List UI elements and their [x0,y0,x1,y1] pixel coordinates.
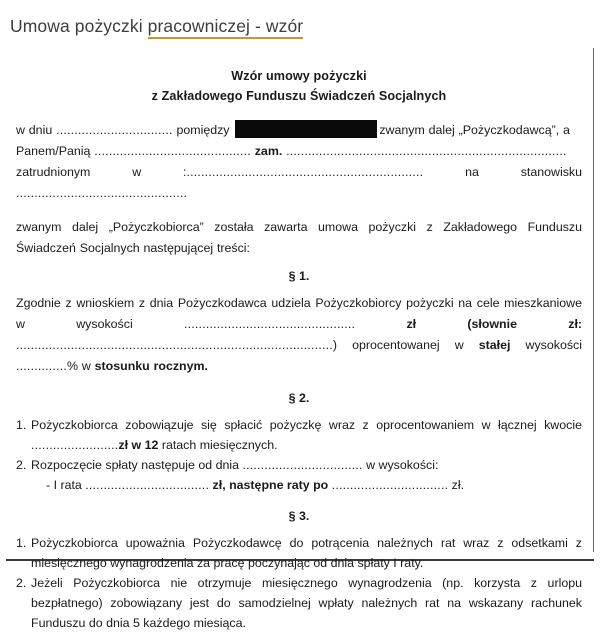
intro-party-line-1 [16,120,582,141]
intro-l3-blank-position: ............................................... [16,186,188,200]
s2i2-sub-a: - I rata [46,478,86,492]
section-heading-1: § 1. [288,269,310,283]
s2i1-blank-total: ........................ [31,438,119,452]
document-title [16,66,582,106]
section-1-body [16,293,582,377]
s2i2-b: w wysokości: [362,458,439,472]
section-3-item-1 [16,533,582,573]
spacer [16,377,582,387]
s1-c: ) oprocentowanej w [332,338,479,352]
section-2-item-1-number: 1. [16,418,27,432]
redaction-block [235,120,377,138]
spacer [16,204,582,217]
page-frame-right-rule [593,48,594,552]
intro-paragraph: zwanym dalej „Pożyczkobiorca” została zawarta umowa pożyczki z Zakładowego Funduszu Świadczeń Socjalnych następującej treści: [16,220,582,255]
section-3-item-1-text: Pożyczkobiorca upoważnia Pożyczkodawcę do potrącenia należnych rat wraz z odsetkami z miesięcznego wynagrodzenia za pracę poczynając od dnia spłaty I raty. [31,536,582,570]
page-title-underlined-part: pracowniczej - wzór [148,16,304,39]
intro-party-line-2 [16,141,582,162]
document-body [16,66,582,633]
s1-a: Zgodnie z wnioskiem z dnia Pożyczkodawca udziela Pożyczkobiorcy pożyczki na cele mieszkaniowe w wysokości [16,296,582,331]
intro-l1-a: w dniu [16,123,57,137]
document-title-line-1: Wzór umowy pożyczki [231,69,367,83]
s1-blank-amount-words: ....................................................................................... [16,338,333,352]
section-2-item-2-subline [16,475,582,495]
page-title-plain-part: Umowa pożyczki [10,16,148,36]
section-3-item-2 [16,573,582,633]
section-3-item-2-text: Jeżeli Pożyczkobiorca nie otrzymuje miesięcznego wynagrodzenia (np. korzysta z urlopu bezpłatnego) zobowiązany jest do samodzielnej wpłaty należnych rat na wskazany rachunek Funduszu do dnia 5 każdego miesiąca. [31,576,582,630]
spacer [16,495,582,505]
s1-e: % w [67,359,95,373]
page-title [10,16,303,37]
s1-b: zł (słownie zł: [355,317,583,331]
s2i2-blank-first-rate: .................................. [85,478,210,492]
section-2-item-1 [16,415,582,455]
s1-d: wysokości [510,338,582,352]
s2i1-b: zł w [118,438,145,452]
section-heading-3: § 3. [288,509,310,523]
s2i1-bold-12: 12 [144,438,159,452]
intro-l3-blank-employer: ................................................................. [186,165,424,179]
s1-bold-stalej: stałej [478,338,511,352]
s2i2-a: Rozpoczęcie spłaty następuje od dnia [31,458,243,472]
s1-blank-amount: ............................................... [183,317,356,331]
section-3-item-2-number: 2. [16,576,27,590]
s1-blank-percent: .............. [16,359,67,373]
intro-party-line-3 [16,162,582,204]
s2i2-sub-c: zł. [448,478,465,492]
section-3-item-1-number: 1. [16,536,27,550]
intro-l3-a: zatrudnionym w : [16,165,187,179]
intro-l1-b: pomiędzy [172,123,234,137]
section-heading-2: § 2. [288,391,310,405]
intro-l2-a: Panem/Panią [16,144,95,158]
s1-bold-stosunku-rocznym: stosunku rocznym. [94,359,208,373]
document-title-line-2: z Zakładowego Funduszu Świadczeń Socjalnych [151,89,447,103]
section-2-item-2 [16,455,582,475]
s2i1-c: ratach miesięcznych. [158,438,278,452]
s2i2-blank-next-rates: ................................ [331,478,449,492]
s2i2-sub-b: zł, następne raty po [209,478,332,492]
intro-l1-c: zwanym dalej „Pożyczkodawcą”, a [379,123,570,137]
intro-l1-blank-date: ................................ [56,123,173,137]
intro-l2-b: zam. [250,144,287,158]
section-2-item-2-number: 2. [16,458,27,472]
intro-l2-blank-address: ............................................................................. [286,144,567,158]
s2i1-a: Pożyczkobiorca zobowiązuje się spłacić pożyczkę wraz z oprocentowaniem w łącznej kwocie [31,418,582,432]
s2i2-blank-start-date: ................................. [242,458,363,472]
intro-l3-b: na stanowisku [423,165,582,179]
intro-l2-blank-name: ........................................... [94,144,251,158]
